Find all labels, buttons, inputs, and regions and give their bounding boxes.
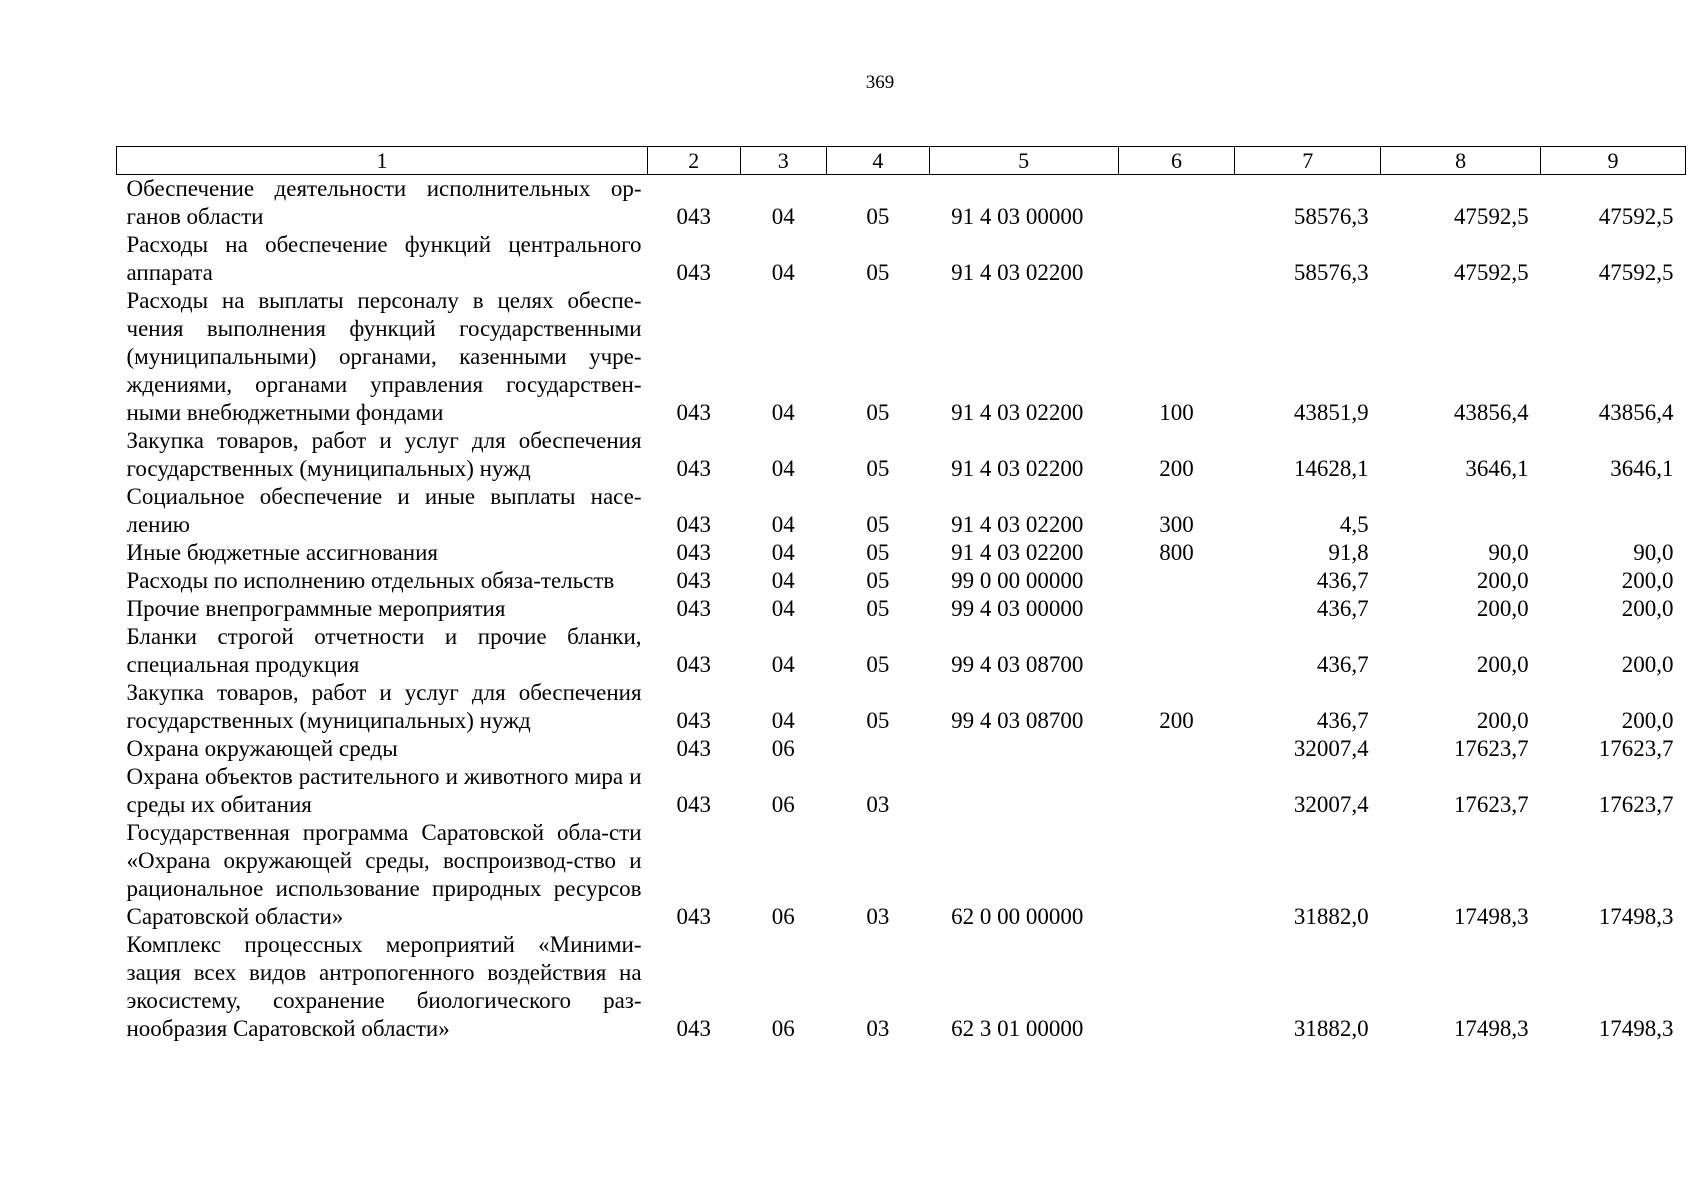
column-header: 9 [1541,147,1686,175]
table-row [117,679,1686,735]
cell-subsection: 05 [866,708,890,733]
cell-expense-type [1118,175,1235,232]
cell-amount-col8: 17623,7 [1453,736,1529,761]
cell-amount-col7: 31882,0 [1293,904,1369,929]
table-body [117,175,1686,1044]
column-header: 8 [1381,147,1541,175]
table-row [117,539,1686,567]
cell-target-article: 62 3 01 00000 [951,1016,1084,1041]
cell-subsection: 03 [866,904,890,929]
table-row [117,483,1686,539]
cell-subsection: 05 [866,204,890,229]
cell-amount-col7: 43851,9 [1293,400,1369,425]
cell-target-article: 91 4 03 02200 [951,260,1084,285]
cell-amount-col8: 200,0 [1476,596,1529,621]
cell-ministry-code: 043 [676,792,712,817]
row-name: Охрана объектов растительного и животного мира и среды их обитания [126,764,642,817]
cell-expense-type [1118,763,1235,819]
cell-amount-col9: 3646,1 [1610,456,1674,481]
cell-expense-type [1118,231,1235,287]
cell-target-article: 91 4 03 02200 [951,400,1084,425]
page-number: 369 [865,72,895,93]
row-name: Комплекс процессных мероприятий «Миними-зация всех видов антропогенного воздействия на экосистему, сохранение биологического раз-нообразия Саратовской области» [126,932,642,1041]
row-name: Прочие внепрограммные мероприятия [126,596,506,621]
cell-subsection: 05 [866,456,890,481]
cell-amount-col8: 47592,5 [1453,204,1529,229]
cell-section: 04 [771,652,795,677]
cell-section: 04 [771,456,795,481]
cell-subsection: 05 [866,512,890,537]
cell-ministry-code: 043 [676,204,712,229]
row-name: Охрана окружающей среды [126,736,398,761]
cell-target-article: 99 4 03 08700 [951,708,1084,733]
cell-subsection: 03 [866,1016,890,1041]
cell-expense-type [1118,735,1235,763]
column-header: 7 [1235,147,1381,175]
cell-section: 06 [771,1016,795,1041]
cell-amount-col7: 14628,1 [1293,456,1369,481]
cell-amount-col7: 4,5 [1339,512,1369,537]
cell-ministry-code: 043 [676,904,712,929]
cell-ministry-code: 043 [676,652,712,677]
budget-table [116,146,1686,1043]
cell-target-article: 91 4 03 00000 [951,204,1084,229]
cell-expense-type [1118,931,1235,1043]
cell-amount-col8: 90,0 [1488,540,1529,565]
cell-section: 04 [771,596,795,621]
row-name: Закупка товаров, работ и услуг для обеспечения государственных (муниципальных) нужд [126,680,642,733]
column-header: 6 [1118,147,1235,175]
cell-subsection: 05 [866,568,890,593]
cell-subsection: 05 [866,540,890,565]
cell-subsection: 05 [866,400,890,425]
row-name: Расходы по исполнению отдельных обяза-тельств [126,568,615,593]
cell-amount-col8: 17623,7 [1453,792,1529,817]
cell-amount-col7: 58576,3 [1293,204,1369,229]
column-header: 1 [117,147,648,175]
cell-amount-col8 [1381,483,1541,539]
cell-expense-type [1118,623,1235,679]
cell-expense-type [1118,595,1235,623]
column-header: 2 [648,147,741,175]
cell-subsection: 05 [866,596,890,621]
cell-amount-col7: 32007,4 [1293,792,1369,817]
cell-ministry-code: 043 [676,708,712,733]
cell-subsection: 05 [866,652,890,677]
cell-section: 04 [771,540,795,565]
column-header: 3 [740,147,826,175]
cell-amount-col8: 200,0 [1476,568,1529,593]
cell-amount-col7: 91,8 [1328,540,1369,565]
cell-amount-col8: 43856,4 [1453,400,1529,425]
cell-ministry-code: 043 [676,260,712,285]
cell-target-article [929,763,1118,819]
table-row [117,175,1686,232]
cell-target-article: 99 4 03 08700 [951,652,1084,677]
cell-expense-type: 300 [1159,512,1194,537]
cell-amount-col9: 17623,7 [1598,736,1674,761]
cell-amount-col9: 43856,4 [1598,400,1674,425]
row-name: Бланки строгой отчетности и прочие бланки, специальная продукция [126,624,642,677]
cell-ministry-code: 043 [676,568,712,593]
table-row [117,819,1686,931]
cell-amount-col9: 17623,7 [1598,792,1674,817]
cell-amount-col7: 31882,0 [1293,1016,1369,1041]
cell-subsection [827,735,930,763]
table-row [117,287,1686,427]
cell-amount-col9: 47592,5 [1598,204,1674,229]
table-row [117,735,1686,763]
cell-amount-col8: 17498,3 [1453,904,1529,929]
cell-amount-col9 [1541,483,1686,539]
table-row [117,763,1686,819]
cell-amount-col7: 436,7 [1316,708,1369,733]
cell-amount-col7: 436,7 [1316,596,1369,621]
table-row [117,231,1686,287]
row-name: Обеспечение деятельности исполнительных ор-ганов области [126,176,642,229]
table-row [117,931,1686,1043]
cell-ministry-code: 043 [676,456,712,481]
cell-target-article: 62 0 00 00000 [951,904,1084,929]
cell-expense-type: 200 [1159,456,1194,481]
row-name: Иные бюджетные ассигнования [126,540,438,565]
cell-amount-col7: 436,7 [1316,568,1369,593]
cell-amount-col9: 17498,3 [1598,904,1674,929]
cell-section: 04 [771,708,795,733]
cell-amount-col7: 32007,4 [1293,736,1369,761]
cell-target-article: 91 4 03 02200 [951,456,1084,481]
cell-target-article: 99 4 03 00000 [951,596,1084,621]
cell-section: 06 [771,736,795,761]
cell-subsection: 05 [866,260,890,285]
row-name: Социальное обеспечение и иные выплаты насе-лению [126,484,642,537]
cell-section: 06 [771,904,795,929]
cell-ministry-code: 043 [676,1016,712,1041]
cell-section: 04 [771,204,795,229]
table-row [117,567,1686,595]
cell-section: 04 [771,260,795,285]
cell-subsection: 03 [866,792,890,817]
cell-ministry-code: 043 [676,736,712,761]
cell-expense-type: 100 [1159,400,1194,425]
cell-amount-col8: 47592,5 [1453,260,1529,285]
cell-amount-col9: 17498,3 [1598,1016,1674,1041]
table-header [117,147,1686,175]
row-name: Государственная программа Саратовской обла-сти «Охрана окружающей среды, воспроизвод-ство и рациональное использование природных ресурсов Саратовской области» [126,820,642,929]
cell-amount-col9: 200,0 [1621,652,1674,677]
cell-amount-col7: 58576,3 [1293,260,1369,285]
cell-section: 06 [771,792,795,817]
cell-amount-col9: 90,0 [1633,540,1674,565]
cell-amount-col8: 3646,1 [1465,456,1529,481]
cell-amount-col9: 200,0 [1621,708,1674,733]
row-name: Закупка товаров, работ и услуг для обеспечения государственных (муниципальных) нужд [126,428,642,481]
cell-ministry-code: 043 [676,400,712,425]
cell-amount-col8: 17498,3 [1453,1016,1529,1041]
row-name: Расходы на обеспечение функций центрального аппарата [126,232,642,285]
cell-expense-type [1118,567,1235,595]
cell-amount-col8: 200,0 [1476,708,1529,733]
cell-amount-col9: 200,0 [1621,568,1674,593]
cell-target-article [929,735,1118,763]
cell-target-article: 91 4 03 02200 [951,512,1084,537]
column-header: 4 [827,147,930,175]
cell-amount-col9: 47592,5 [1598,260,1674,285]
cell-expense-type: 200 [1159,708,1194,733]
cell-ministry-code: 043 [676,540,712,565]
cell-target-article: 91 4 03 02200 [951,540,1084,565]
row-name: Расходы на выплаты персоналу в целях обеспе-чения выполнения функций государственными (муниципальными) органами, казенными учре-ждениями, органами управления государствен-ными внебюджетными фондами [126,288,642,425]
column-header: 5 [929,147,1118,175]
cell-target-article: 99 0 00 00000 [951,568,1084,593]
cell-expense-type: 800 [1159,540,1194,565]
table-row [117,623,1686,679]
cell-section: 04 [771,512,795,537]
cell-expense-type [1118,819,1235,931]
cell-section: 04 [771,400,795,425]
cell-ministry-code: 043 [676,596,712,621]
cell-ministry-code: 043 [676,512,712,537]
cell-amount-col9: 200,0 [1621,596,1674,621]
table-row [117,595,1686,623]
table-row [117,427,1686,483]
cell-amount-col7: 436,7 [1316,652,1369,677]
cell-amount-col8: 200,0 [1476,652,1529,677]
cell-section: 04 [771,568,795,593]
